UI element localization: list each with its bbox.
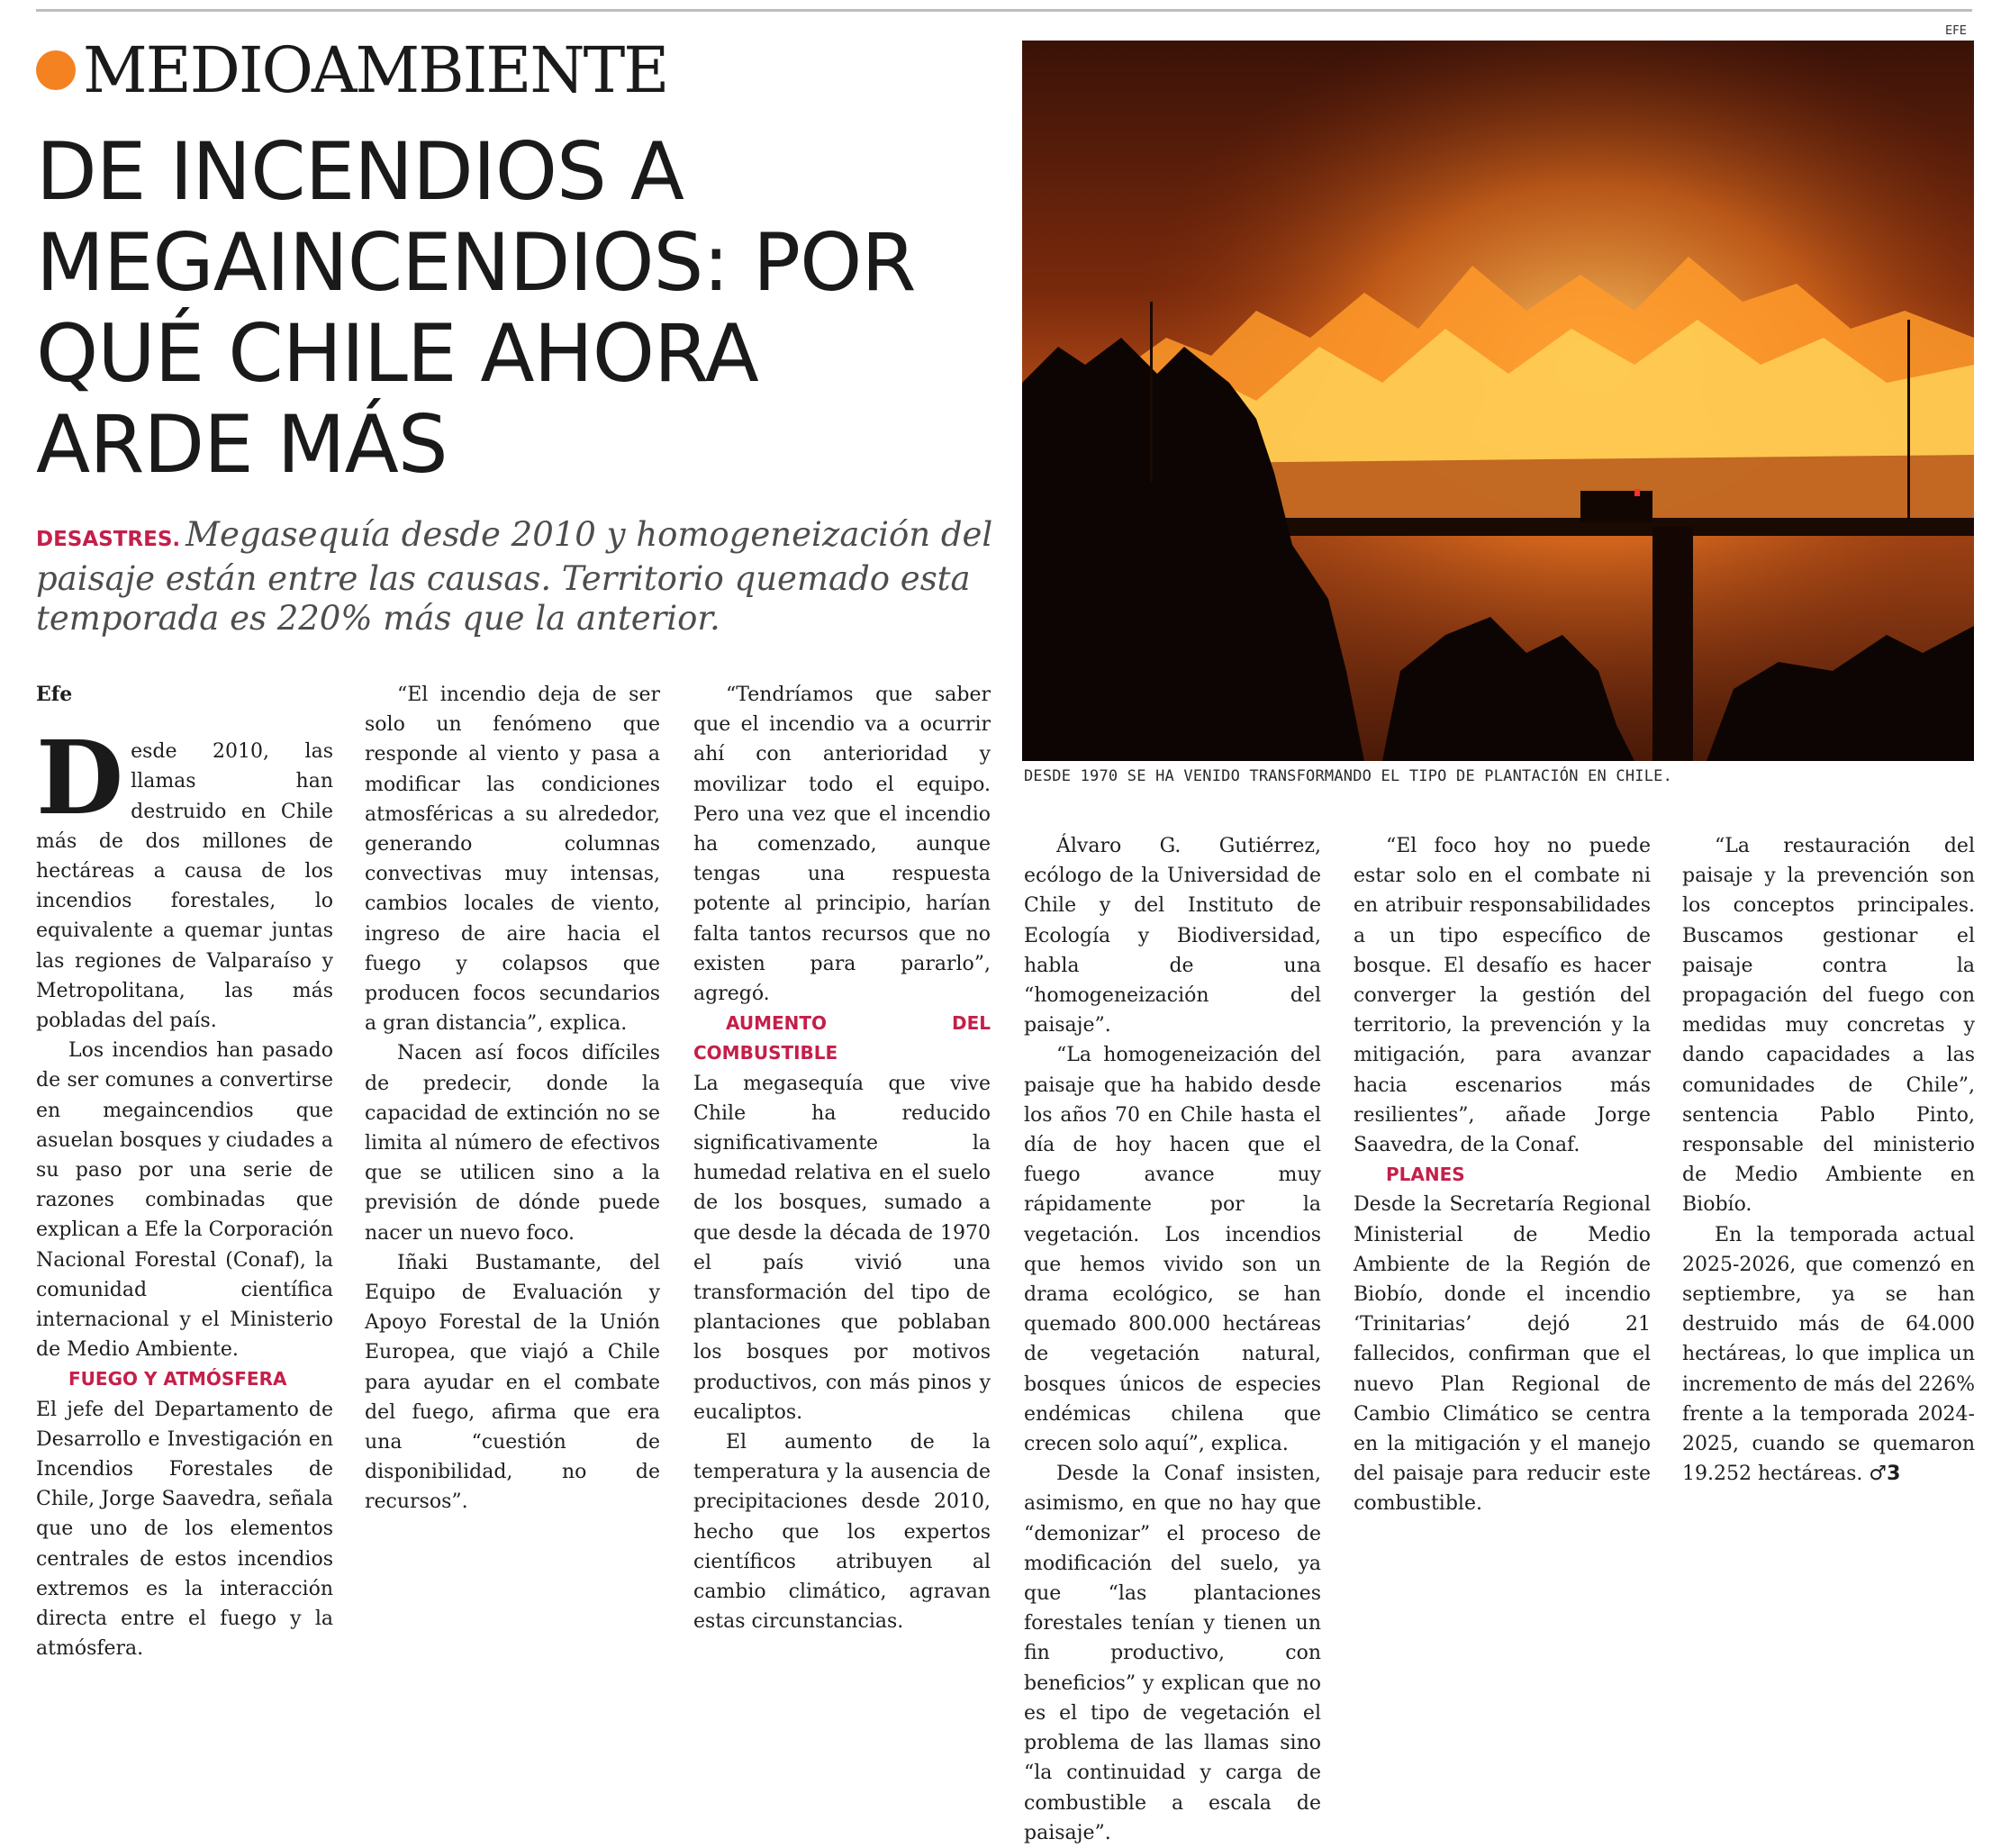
article-column-6: [1682, 831, 1975, 1489]
deck-text: Megasequía desde 2010 y homogeneización del paisaje están entre las causas. Territorio quemado esta temporada es 220% más que la anterior.: [36, 515, 993, 638]
paragraph: La megasequía que vive Chile ha reducido significativamente la humedad relativa en el suelo de los bosques, sumado a que desde la década de 1970 el país vivió una transformación del tipo de plantaciones que poblaban los bosques por motivos productivos, con más pinos y eucaliptos.: [693, 1072, 991, 1424]
dropcap: D: [36, 720, 124, 838]
photo-caption: DESDE 1970 SE HA VENIDO TRANSFORMANDO EL TIPO DE PLANTACIÓN EN CHILE.: [1024, 767, 1673, 785]
paragraph: Iñaki Bustamante, del Equipo de Evaluación y Apoyo Forestal de la Unión Europea, que viajó a Chile para ayudar en el combate del fuego, afirma que era una “cuestión de disponibilidad, no de recursos”.: [365, 1251, 660, 1514]
paragraph: Los incendios han pasado de ser comunes a convertirse en megaincendios que asuelan bosques y ciudades a su paso por una serie de razones combinadas que explican a Efe la Corporación Nacional Forestal (Conaf), la comunidad científica internacional y el Ministerio de Medio Ambiente.: [36, 1039, 333, 1362]
paragraph: “La restauración del paisaje y la prevención son los conceptos principales. Buscamos gestionar el paisaje contra la propagación del fuego con medidas muy concretas y dando capacidades a las comunidades de Chile”, sentencia Pablo Pinto, responsable del ministerio de Medio Ambiente en Biobío.: [1682, 835, 1975, 1217]
top-rule: [36, 9, 1972, 12]
paragraph: Desde la Conaf insisten, asimismo, en que no hay que “demonizar” el proceso de modificación del suelo, ya que “las plantaciones forestales tenían y tienen un fin productivo, con beneficios” y explican que no es el tipo de vegetación el problema de las llamas sino “la continuidad y carga de combustible a escala de paisaje”.: [1024, 1463, 1321, 1844]
headline: DE INCENDIOS A MEGAINCENDIOS: POR QUÉ CHILE AHORA ARDE MÁS: [36, 125, 916, 491]
article-column-4: [1024, 831, 1321, 1848]
wildfire-photo: [1022, 41, 1974, 761]
subhead-planes: PLANES: [1386, 1164, 1465, 1186]
section-label: MEDIOAMBIENTE: [83, 33, 668, 107]
paragraph: Álvaro G. Gutiérrez, ecólogo de la Universidad de Chile y del Instituto de Ecología y Biodiversidad, habla de una “homogeneización del paisaje”.: [1024, 835, 1321, 1037]
paragraph: “El incendio deja de ser solo un fenómeno que responde al viento y pasa a modificar las condiciones atmosféricas a su alrededor, generando columnas convectivas muy intensas, cambios locales de viento, ingreso de aire hacia el fuego y colapsos que producen focos secundarios a gran distancia”, explica.: [365, 684, 660, 1036]
article-column-3: [693, 680, 991, 1637]
paragraph: El jefe del Departamento de Desarrollo e Investigación en Incendios Forestales de Chile, Jorge Saavedra, señala que uno de los elementos centrales de estos incendios extremos es la interacción directa entre el fuego y la atmósfera.: [36, 1398, 333, 1661]
paragraph: Desde 2010, las llamas han destruido en Chile más de dos millones de hectáreas a causa de los incendios forestales, lo equivalente a quemar juntas las regiones de Valparaíso y Metropolitana, las más pobladas del país.: [36, 720, 333, 1033]
paragraph: “Tendríamos que saber que el incendio va a ocurrir ahí con anterioridad y movilizar todo el equipo. Pero una vez que el incendio ha comenzado, aunque tengas una respuesta potente al principio, harían falta tantos recursos que no existen para pararlo”, agregó.: [693, 684, 991, 1006]
paragraph: El aumento de la temperatura y la ausencia de precipitaciones desde 2010, hecho que los expertos científicos atribuyen al cambio climático, agravan estas circunstancias.: [693, 1431, 991, 1634]
subhead-combustible: AUMENTO DEL COMBUSTIBLE: [693, 1012, 991, 1064]
section-dot-icon: [36, 50, 76, 90]
paragraph: Nacen así focos difíciles de predecir, donde la capacidad de extinción no se limita al número de efectivos que se utilicen sino a la previsión de dónde puede nacer un nuevo foco.: [365, 1042, 660, 1245]
paragraph: En la temporada actual 2025-2026, que comenzó en septiembre, ya se han destruido más de 64.000 hectáreas, lo que implica un incremento de más del 226% frente a la temporada 2024-2025, cuando se quemaron 19.252 hectáreas. ♂3: [1682, 1223, 1975, 1486]
end-mark-icon: ♂3: [1869, 1463, 1901, 1486]
article-column-1: [36, 680, 333, 1664]
wildfire-illustration: [1022, 41, 1974, 761]
deck: [36, 515, 1000, 639]
article-column-5: [1354, 831, 1651, 1519]
paragraph: “El foco hoy no puede estar solo en el combate ni en atribuir responsabilidades a un tipo específico de bosque. El desafío es hacer converger la gestión del territorio, la prevención y la mitigación, para avanzar hacia escenarios más resilientes”, añade Jorge Saavedra, de la Conaf.: [1354, 835, 1651, 1157]
byline: Efe: [36, 683, 73, 706]
section-header: [36, 34, 667, 106]
paragraph: Desde la Secretaría Regional Ministerial de Medio Ambiente de la Región de Biobío, donde el incendio ‘Trinitarias’ dejó 21 fallecidos, confirman que el nuevo Plan Regional de Cambio Climático se centra en la mitigación y el manejo del paisaje para reducir este combustible.: [1354, 1193, 1651, 1516]
paragraph: “La homogeneización del paisaje que ha habido desde los años 70 en Chile hasta el día de hoy hacen que el fuego avance muy rápidamente por la vegetación. Los incendios que hemos vivido son un drama ecológico, se han quemado 800.000 hectáreas de vegetación natural, bosques únicos de especies endémicas chilena que crecen solo aquí”, explica.: [1024, 1044, 1321, 1456]
photo-credit: EFE: [1945, 24, 1967, 38]
subhead-fuego: FUEGO Y ATMÓSFERA: [68, 1368, 287, 1391]
article-column-2: [365, 680, 660, 1517]
deck-kicker: DESASTRES.: [36, 528, 181, 551]
